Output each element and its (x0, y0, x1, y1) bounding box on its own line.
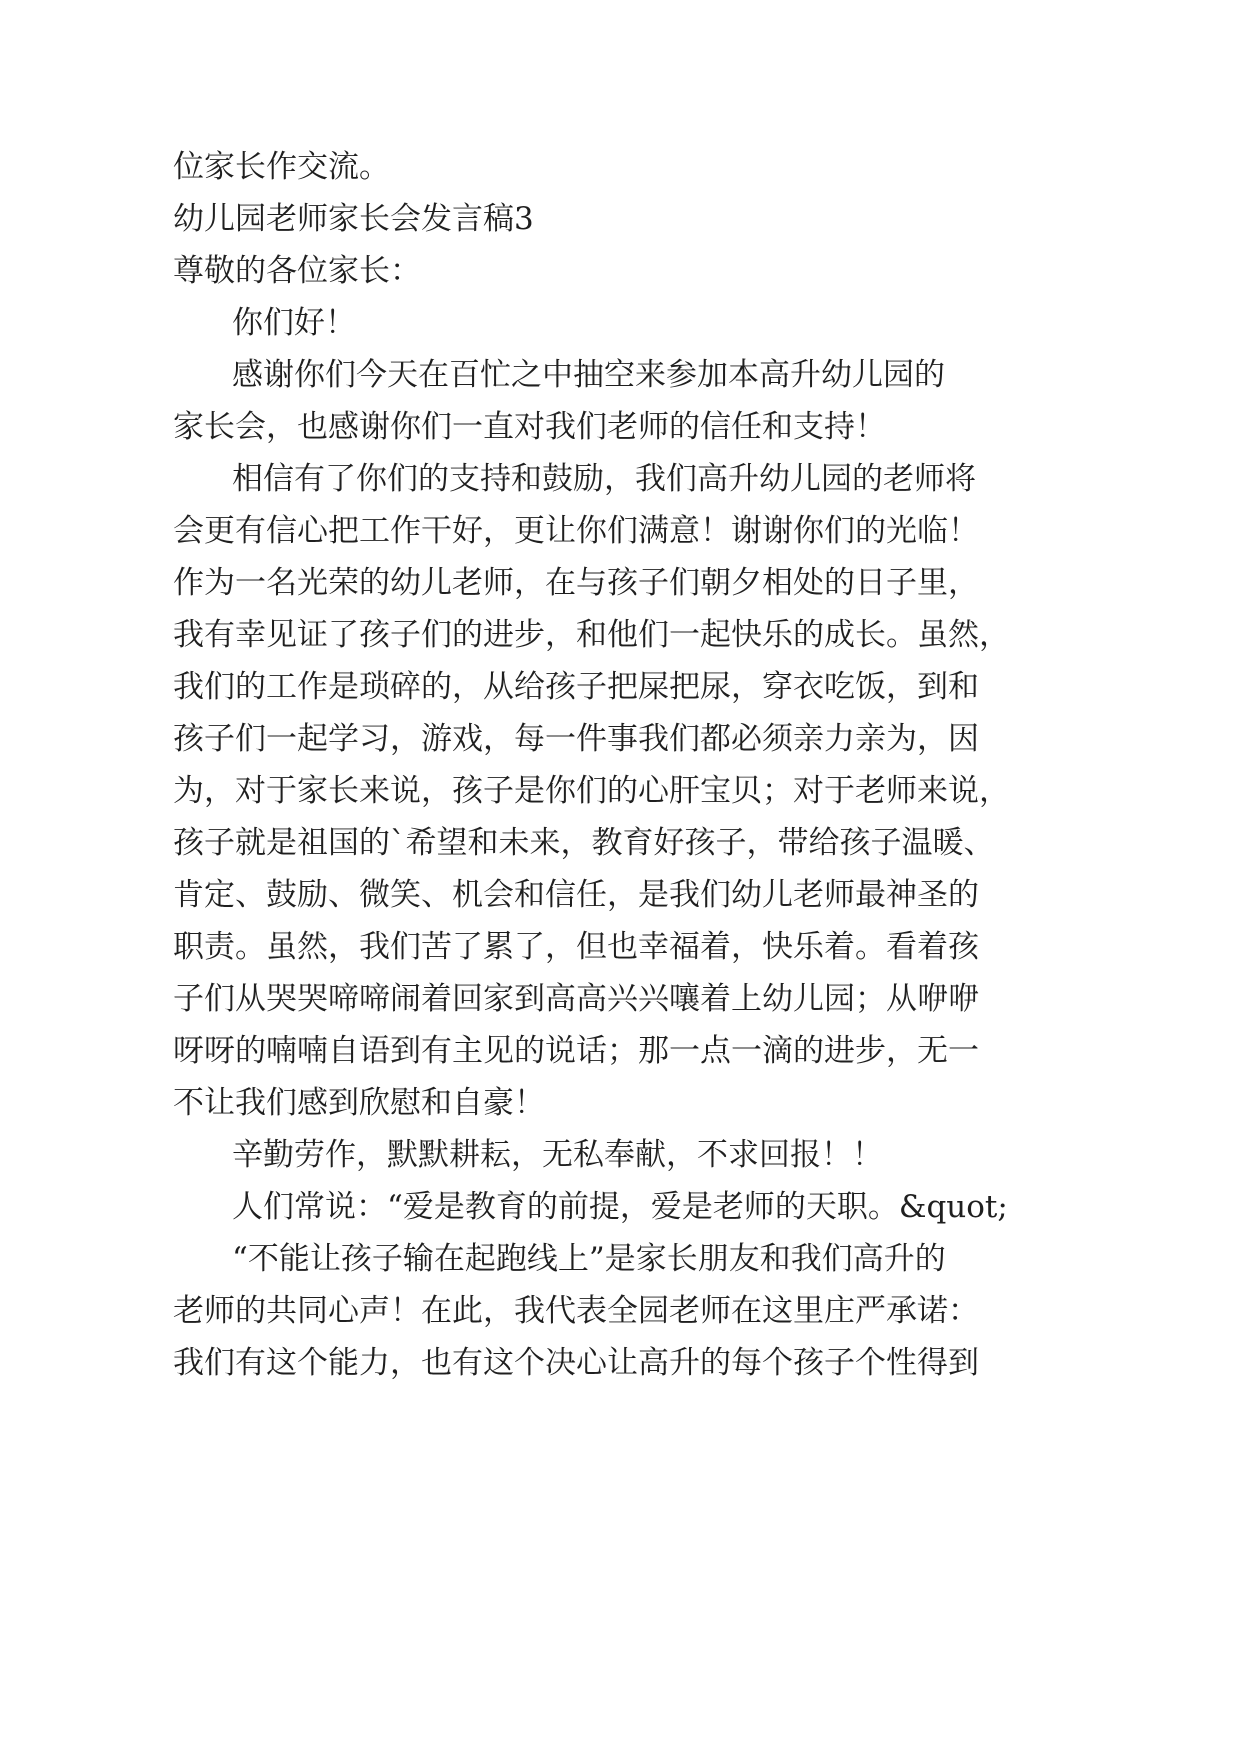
text-line: 我有幸见证了孩子们的进步，和他们一起快乐的成长。虽然， (173, 617, 1010, 653)
text-line: 相信有了你们的支持和鼓励，我们高升幼儿园的老师将 (232, 461, 976, 497)
text-line: “不能让孩子输在起跑线上”是家长朋友和我们高升的 (232, 1241, 946, 1277)
text-line: 感谢你们今天在百忙之中抽空来参加本高升幼儿园的 (232, 357, 945, 393)
text-line: 会更有信心把工作干好，更让你们满意！谢谢你们的光临！ (173, 513, 979, 549)
text-line: 辛勤劳作，默默耕耘，无私奉献，不求回报！！ (232, 1137, 883, 1173)
section-heading: 幼儿园老师家长会发言稿3 (173, 201, 534, 237)
text-line: 我们的工作是琐碎的，从给孩子把屎把尿，穿衣吃饭，到和 (173, 669, 979, 705)
text-line: 肯定、鼓励、微笑、机会和信任，是我们幼儿老师最神圣的 (173, 877, 979, 913)
text-line: 呀呀的喃喃自语到有主见的说话；那一点一滴的进步，无一 (173, 1033, 979, 1069)
text-line: 为，对于家长来说，孩子是你们的心肝宝贝；对于老师来说， (173, 773, 1010, 809)
text-line: 作为一名光荣的幼儿老师，在与孩子们朝夕相处的日子里， (173, 565, 979, 601)
text-line: 家长会，也感谢你们一直对我们老师的信任和支持！ (173, 409, 886, 445)
text-line: 位家长作交流。 (173, 149, 390, 185)
text-line: 职责。虽然，我们苦了累了，但也幸福着，快乐着。看着孩 (173, 929, 979, 965)
salutation: 尊敬的各位家长： (173, 253, 421, 289)
text-line: 人们常说：“爱是教育的前提，爱是老师的天职。&quot; (232, 1189, 1008, 1225)
text-line: 我们有这个能力，也有这个决心让高升的每个孩子个性得到 (173, 1345, 979, 1381)
text-line: 孩子们一起学习，游戏，每一件事我们都必须亲力亲为，因 (173, 721, 979, 757)
text-line: 孩子就是祖国的`希望和未来，教育好孩子，带给孩子温暖、 (173, 825, 995, 861)
text-line: 老师的共同心声！在此，我代表全园老师在这里庄严承诺： (173, 1293, 979, 1329)
text-line: 不让我们感到欣慰和自豪！ (173, 1085, 545, 1121)
text-line: 子们从哭哭啼啼闹着回家到高高兴兴嚷着上幼儿园；从咿咿 (173, 981, 979, 1017)
greeting: 你们好！ (232, 305, 356, 341)
